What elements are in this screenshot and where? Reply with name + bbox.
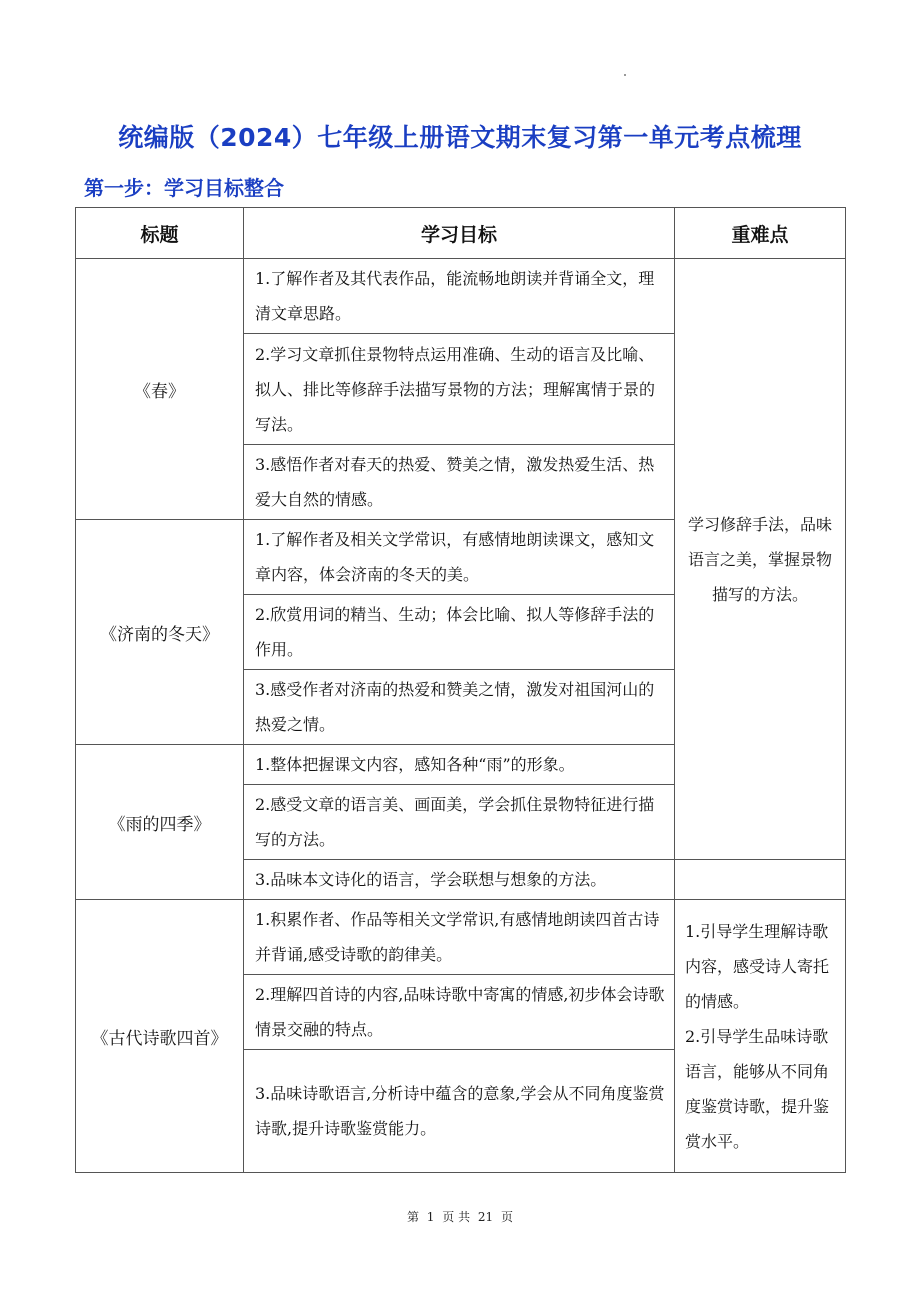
lesson-title-chun: 《春》 (76, 259, 244, 520)
key-points-spacer (675, 860, 846, 900)
goal-cell: 2.欣赏用词的精当、生动；体会比喻、拟人等修辞手法的作用。 (244, 595, 675, 670)
goal-cell: 1.了解作者及相关文学常识，有感情地朗读课文，感知文章内容，体会济南的冬天的美。 (244, 520, 675, 595)
lesson-title-jinan: 《济南的冬天》 (76, 520, 244, 745)
key-points-poetry (675, 900, 846, 1173)
page-footer (0, 1208, 920, 1225)
lesson-title-poems: 《古代诗歌四首》 (76, 900, 244, 1173)
goal-cell: 2.感受文章的语言美、画面美，学会抓住景物特征进行描写的方法。 (244, 785, 675, 860)
key-point-item: 2.引导学生品味诗歌语言，能够从不同角度鉴赏诗歌，提升鉴赏水平。 (685, 1026, 830, 1151)
key-point-item: 1.引导学生理解诗歌内容，感受诗人寄托的情感。 (685, 921, 830, 1011)
goal-cell: 3.感悟作者对春天的热爱、赞美之情，激发热爱生活、热爱大自然的情感。 (244, 445, 675, 520)
table-row (76, 259, 846, 334)
goal-cell: 1.整体把握课文内容，感知各种“雨”的形象。 (244, 745, 675, 785)
goal-cell: 3.感受作者对济南的热爱和赞美之情，激发对祖国河山的热爱之情。 (244, 670, 675, 745)
page-title: 统编版（2024）七年级上册语文期末复习第一单元考点梳理 (118, 123, 802, 152)
key-points-prose: 学习修辞手法，品味语言之美，掌握景物描写的方法。 (675, 259, 846, 860)
footer-suffix: 页 (501, 1210, 514, 1224)
goal-cell: 3.品味本文诗化的语言，学会联想与想象的方法。 (244, 860, 675, 900)
footer-prefix: 第 (406, 1210, 419, 1224)
goal-cell: 2.理解四首诗的内容,品味诗歌中寄寓的情感,初步体会诗歌情景交融的特点。 (244, 975, 675, 1050)
footer-total-pages: 21 (477, 1210, 494, 1224)
scan-dot (624, 74, 626, 76)
lesson-title-yu: 《雨的四季》 (76, 745, 244, 900)
footer-page-number: 1 (426, 1210, 435, 1224)
table-row (76, 900, 846, 975)
footer-middle: 页 共 (442, 1210, 471, 1224)
goal-cell: 2.学习文章抓住景物特点运用准确、生动的语言及比喻、拟人、排比等修辞手法描写景物的方法；理解寓情于景的写法。 (244, 334, 675, 445)
header-goals: 学习目标 (244, 208, 675, 259)
step-heading: 第一步：学习目标整合 (84, 176, 284, 200)
table-header-row (76, 208, 846, 259)
header-title: 标题 (76, 208, 244, 259)
header-key-points: 重难点 (675, 208, 846, 259)
goal-cell: 3.品味诗歌语言,分析诗中蕴含的意象,学会从不同角度鉴赏诗歌,提升诗歌鉴赏能力。 (244, 1050, 675, 1173)
goal-cell: 1.了解作者及其代表作品，能流畅地朗读并背诵全文，理清文章思路。 (244, 259, 675, 334)
goal-cell: 1.积累作者、作品等相关文学常识,有感情地朗读四首古诗并背诵,感受诗歌的韵律美。 (244, 900, 675, 975)
learning-goals-table (75, 207, 846, 1173)
